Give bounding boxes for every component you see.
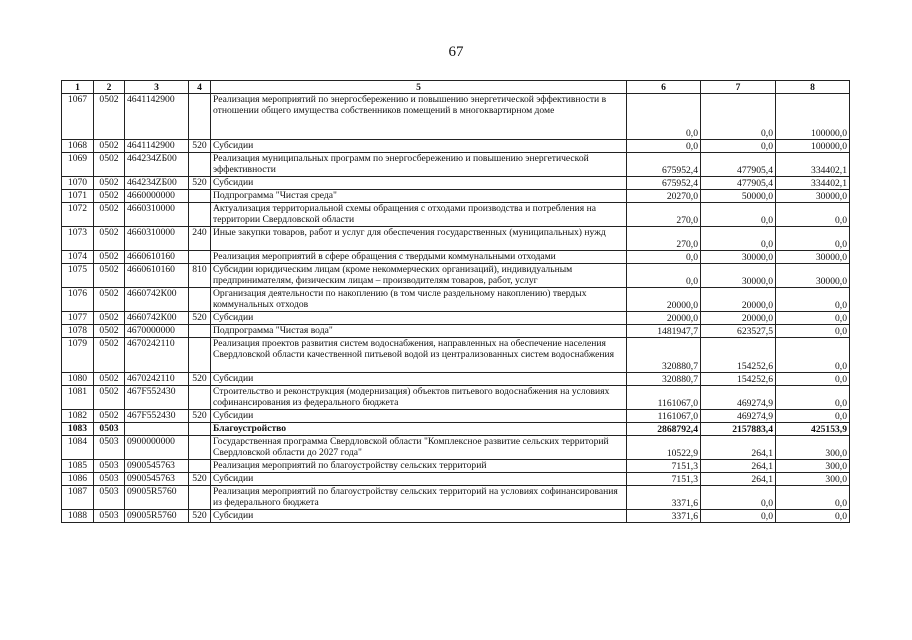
target-code-cell: 4660610160 bbox=[125, 264, 189, 288]
item-name-cell: Подпрограмма "Чистая вода" bbox=[211, 325, 627, 338]
item-name-cell: Субсидии юридическим лицам (кроме некоммерческих организаций), индивидуальным предпринимателям, физическим лицам – производителям товаров, работ, услуг bbox=[211, 264, 627, 288]
amount-col7-cell: 623527,5 bbox=[701, 325, 776, 338]
item-name-cell: Реализация муниципальных программ по энергосбережению и повышению энергетической эффективности bbox=[211, 153, 627, 177]
row-number-cell: 1067 bbox=[62, 94, 94, 140]
amount-col8-cell: 0,0 bbox=[776, 510, 850, 523]
target-code-cell: 464234ZБ00 bbox=[125, 177, 189, 190]
item-name-cell: Субсидии bbox=[211, 140, 627, 153]
target-code-cell: 0900545763 bbox=[125, 473, 189, 486]
amount-col7-cell: 0,0 bbox=[701, 203, 776, 227]
target-code-cell: 4660610160 bbox=[125, 251, 189, 264]
item-name-cell: Актуализация территориальной схемы обращения с отходами производства и потребления на территории Свердловской области bbox=[211, 203, 627, 227]
item-name-cell: Субсидии bbox=[211, 373, 627, 386]
target-code-cell: 4641142900 bbox=[125, 94, 189, 140]
amount-col8-cell: 0,0 bbox=[776, 288, 850, 312]
row-number-cell: 1083 bbox=[62, 423, 94, 436]
item-name-cell: Субсидии bbox=[211, 510, 627, 523]
section-code-cell: 0502 bbox=[94, 203, 125, 227]
section-code-cell: 0502 bbox=[94, 373, 125, 386]
amount-col7-cell: 30000,0 bbox=[701, 264, 776, 288]
amount-col8-cell: 0,0 bbox=[776, 312, 850, 325]
target-code-cell: 4670000000 bbox=[125, 325, 189, 338]
row-number-cell: 1086 bbox=[62, 473, 94, 486]
expense-type-cell bbox=[189, 338, 211, 373]
amount-col6-cell: 270,0 bbox=[627, 203, 701, 227]
table-row bbox=[62, 177, 850, 190]
section-code-cell: 0502 bbox=[94, 264, 125, 288]
amount-col7-cell: 2157883,4 bbox=[701, 423, 776, 436]
table-row bbox=[62, 264, 850, 288]
amount-col7-cell: 154252,6 bbox=[701, 373, 776, 386]
amount-col7-cell: 0,0 bbox=[701, 140, 776, 153]
target-code-cell: 0900545763 bbox=[125, 460, 189, 473]
row-number-cell: 1076 bbox=[62, 288, 94, 312]
expense-type-cell bbox=[189, 203, 211, 227]
amount-col8-cell: 0,0 bbox=[776, 386, 850, 410]
section-code-cell: 0502 bbox=[94, 140, 125, 153]
expense-type-cell: 520 bbox=[189, 473, 211, 486]
section-code-cell: 0502 bbox=[94, 312, 125, 325]
section-code-cell: 0502 bbox=[94, 153, 125, 177]
header-cell-7: 7 bbox=[701, 81, 776, 94]
table-row bbox=[62, 460, 850, 473]
item-name-cell: Иные закупки товаров, работ и услуг для обеспечения государственных (муниципальных) нужд bbox=[211, 227, 627, 251]
amount-col6-cell: 1161067,0 bbox=[627, 410, 701, 423]
row-number-cell: 1080 bbox=[62, 373, 94, 386]
amount-col8-cell: 300,0 bbox=[776, 436, 850, 460]
section-code-cell: 0502 bbox=[94, 190, 125, 203]
amount-col8-cell: 100000,0 bbox=[776, 140, 850, 153]
row-number-cell: 1077 bbox=[62, 312, 94, 325]
section-code-cell: 0503 bbox=[94, 436, 125, 460]
target-code-cell: 4641142900 bbox=[125, 140, 189, 153]
amount-col6-cell: 10522,9 bbox=[627, 436, 701, 460]
expense-type-cell: 520 bbox=[189, 312, 211, 325]
amount-col8-cell: 0,0 bbox=[776, 373, 850, 386]
item-name-cell: Субсидии bbox=[211, 312, 627, 325]
row-number-cell: 1081 bbox=[62, 386, 94, 410]
section-code-cell: 0502 bbox=[94, 94, 125, 140]
table-row bbox=[62, 486, 850, 510]
amount-col6-cell: 1481947,7 bbox=[627, 325, 701, 338]
table-row bbox=[62, 436, 850, 460]
amount-col8-cell: 30000,0 bbox=[776, 190, 850, 203]
expense-type-cell bbox=[189, 436, 211, 460]
amount-col6-cell: 0,0 bbox=[627, 94, 701, 140]
row-number-cell: 1078 bbox=[62, 325, 94, 338]
row-number-cell: 1079 bbox=[62, 338, 94, 373]
table-row bbox=[62, 325, 850, 338]
target-code-cell: 4670242110 bbox=[125, 338, 189, 373]
row-number-cell: 1084 bbox=[62, 436, 94, 460]
expense-type-cell: 520 bbox=[189, 410, 211, 423]
amount-col6-cell: 675952,4 bbox=[627, 177, 701, 190]
amount-col7-cell: 264,1 bbox=[701, 436, 776, 460]
amount-col8-cell: 0,0 bbox=[776, 410, 850, 423]
section-code-cell: 0502 bbox=[94, 177, 125, 190]
target-code-cell: 467F552430 bbox=[125, 410, 189, 423]
item-name-cell: Благоустройство bbox=[211, 423, 627, 436]
amount-col6-cell: 675952,4 bbox=[627, 153, 701, 177]
section-code-cell: 0502 bbox=[94, 386, 125, 410]
header-cell-2: 2 bbox=[94, 81, 125, 94]
table-row bbox=[62, 410, 850, 423]
expense-type-cell: 520 bbox=[189, 140, 211, 153]
table-row bbox=[62, 203, 850, 227]
row-number-cell: 1072 bbox=[62, 203, 94, 227]
section-code-cell: 0503 bbox=[94, 473, 125, 486]
table-row bbox=[62, 227, 850, 251]
amount-col6-cell: 0,0 bbox=[627, 251, 701, 264]
amount-col7-cell: 0,0 bbox=[701, 94, 776, 140]
row-number-cell: 1071 bbox=[62, 190, 94, 203]
table-row bbox=[62, 251, 850, 264]
target-code-cell: 4670242110 bbox=[125, 373, 189, 386]
section-code-cell: 0502 bbox=[94, 288, 125, 312]
item-name-cell: Реализация мероприятий по энергосбережению и повышению энергетической эффективности в отношении общего имущества собственников помещений в многоквартирном доме bbox=[211, 94, 627, 140]
target-code-cell: 4660310000 bbox=[125, 227, 189, 251]
row-number-cell: 1074 bbox=[62, 251, 94, 264]
target-code-cell: 09005R5760 bbox=[125, 486, 189, 510]
section-code-cell: 0502 bbox=[94, 338, 125, 373]
header-cell-5: 5 bbox=[211, 81, 627, 94]
row-number-cell: 1069 bbox=[62, 153, 94, 177]
amount-col7-cell: 50000,0 bbox=[701, 190, 776, 203]
item-name-cell: Субсидии bbox=[211, 473, 627, 486]
table-row bbox=[62, 510, 850, 523]
item-name-cell: Государственная программа Свердловской области "Комплексное развитие сельских территорий Свердловской области до 2027 года" bbox=[211, 436, 627, 460]
expense-type-cell bbox=[189, 486, 211, 510]
table-row bbox=[62, 473, 850, 486]
table-row bbox=[62, 338, 850, 373]
table-row bbox=[62, 373, 850, 386]
amount-col8-cell: 300,0 bbox=[776, 473, 850, 486]
amount-col8-cell: 0,0 bbox=[776, 325, 850, 338]
section-code-cell: 0502 bbox=[94, 227, 125, 251]
amount-col8-cell: 0,0 bbox=[776, 338, 850, 373]
amount-col6-cell: 2868792,4 bbox=[627, 423, 701, 436]
section-code-cell: 0502 bbox=[94, 325, 125, 338]
amount-col7-cell: 0,0 bbox=[701, 227, 776, 251]
amount-col7-cell: 20000,0 bbox=[701, 312, 776, 325]
item-name-cell: Субсидии bbox=[211, 177, 627, 190]
amount-col6-cell: 7151,3 bbox=[627, 460, 701, 473]
amount-col8-cell: 300,0 bbox=[776, 460, 850, 473]
expense-type-cell bbox=[189, 153, 211, 177]
target-code-cell: 4660000000 bbox=[125, 190, 189, 203]
amount-col8-cell: 0,0 bbox=[776, 227, 850, 251]
amount-col7-cell: 20000,0 bbox=[701, 288, 776, 312]
target-code-cell: 4660742К00 bbox=[125, 312, 189, 325]
amount-col6-cell: 0,0 bbox=[627, 140, 701, 153]
item-name-cell: Реализация мероприятий в сфере обращения с твердыми коммунальными отходами bbox=[211, 251, 627, 264]
item-name-cell: Организация деятельности по накоплению (в том числе раздельному накоплению) твердых коммунальных отходов bbox=[211, 288, 627, 312]
section-code-cell: 0503 bbox=[94, 486, 125, 510]
section-code-cell: 0503 bbox=[94, 510, 125, 523]
table-row bbox=[62, 386, 850, 410]
row-number-cell: 1082 bbox=[62, 410, 94, 423]
item-name-cell: Подпрограмма "Чистая среда" bbox=[211, 190, 627, 203]
expense-type-cell bbox=[189, 251, 211, 264]
amount-col6-cell: 1161067,0 bbox=[627, 386, 701, 410]
amount-col6-cell: 320880,7 bbox=[627, 373, 701, 386]
row-number-cell: 1088 bbox=[62, 510, 94, 523]
amount-col6-cell: 20000,0 bbox=[627, 288, 701, 312]
item-name-cell: Реализация проектов развития систем водоснабжения, направленных на обеспечение населения Свердловской области качественной питьевой водой из централизованных систем водоснабжения bbox=[211, 338, 627, 373]
expense-type-cell bbox=[189, 325, 211, 338]
amount-col7-cell: 469274,9 bbox=[701, 386, 776, 410]
table-row bbox=[62, 94, 850, 140]
expense-type-cell: 520 bbox=[189, 177, 211, 190]
amount-col7-cell: 30000,0 bbox=[701, 251, 776, 264]
amount-col7-cell: 264,1 bbox=[701, 460, 776, 473]
section-code-cell: 0503 bbox=[94, 460, 125, 473]
amount-col8-cell: 30000,0 bbox=[776, 264, 850, 288]
row-number-cell: 1073 bbox=[62, 227, 94, 251]
target-code-cell: 467F552430 bbox=[125, 386, 189, 410]
amount-col8-cell: 100000,0 bbox=[776, 94, 850, 140]
header-cell-1: 1 bbox=[62, 81, 94, 94]
table-row bbox=[62, 423, 850, 436]
amount-col7-cell: 264,1 bbox=[701, 473, 776, 486]
target-code-cell: 09005R5760 bbox=[125, 510, 189, 523]
amount-col7-cell: 477905,4 bbox=[701, 177, 776, 190]
amount-col6-cell: 3371,6 bbox=[627, 510, 701, 523]
amount-col8-cell: 334402,1 bbox=[776, 153, 850, 177]
amount-col6-cell: 20000,0 bbox=[627, 312, 701, 325]
section-code-cell: 0502 bbox=[94, 251, 125, 264]
row-number-cell: 1087 bbox=[62, 486, 94, 510]
amount-col6-cell: 20270,0 bbox=[627, 190, 701, 203]
target-code-cell: 4660310000 bbox=[125, 203, 189, 227]
row-number-cell: 1070 bbox=[62, 177, 94, 190]
expense-type-cell bbox=[189, 460, 211, 473]
row-number-cell: 1075 bbox=[62, 264, 94, 288]
item-name-cell: Реализация мероприятий по благоустройству сельских территорий bbox=[211, 460, 627, 473]
target-code-cell bbox=[125, 423, 189, 436]
table-row bbox=[62, 312, 850, 325]
expense-type-cell bbox=[189, 386, 211, 410]
item-name-cell: Субсидии bbox=[211, 410, 627, 423]
budget-table bbox=[61, 80, 850, 523]
amount-col7-cell: 469274,9 bbox=[701, 410, 776, 423]
amount-col8-cell: 0,0 bbox=[776, 486, 850, 510]
expense-type-cell: 810 bbox=[189, 264, 211, 288]
amount-col6-cell: 3371,6 bbox=[627, 486, 701, 510]
amount-col7-cell: 154252,6 bbox=[701, 338, 776, 373]
table-row bbox=[62, 288, 850, 312]
expense-type-cell bbox=[189, 94, 211, 140]
table-body bbox=[62, 81, 850, 523]
target-code-cell: 0900000000 bbox=[125, 436, 189, 460]
table-row bbox=[62, 190, 850, 203]
amount-col8-cell: 425153,9 bbox=[776, 423, 850, 436]
expense-type-cell: 240 bbox=[189, 227, 211, 251]
amount-col6-cell: 270,0 bbox=[627, 227, 701, 251]
header-cell-4: 4 bbox=[189, 81, 211, 94]
item-name-cell: Строительство и реконструкция (модернизация) объектов питьевого водоснабжения на условиях софинансирования из федерального бюджета bbox=[211, 386, 627, 410]
target-code-cell: 464234ZБ00 bbox=[125, 153, 189, 177]
header-cell-3: 3 bbox=[125, 81, 189, 94]
amount-col7-cell: 0,0 bbox=[701, 486, 776, 510]
amount-col8-cell: 334402,1 bbox=[776, 177, 850, 190]
row-number-cell: 1085 bbox=[62, 460, 94, 473]
amount-col7-cell: 0,0 bbox=[701, 510, 776, 523]
expense-type-cell bbox=[189, 190, 211, 203]
amount-col6-cell: 0,0 bbox=[627, 264, 701, 288]
amount-col8-cell: 30000,0 bbox=[776, 251, 850, 264]
amount-col7-cell: 477905,4 bbox=[701, 153, 776, 177]
expense-type-cell bbox=[189, 288, 211, 312]
item-name-cell: Реализация мероприятий по благоустройству сельских территорий на условиях софинансирования из федерального бюджета bbox=[211, 486, 627, 510]
amount-col8-cell: 0,0 bbox=[776, 203, 850, 227]
expense-type-cell bbox=[189, 423, 211, 436]
amount-col6-cell: 320880,7 bbox=[627, 338, 701, 373]
row-number-cell: 1068 bbox=[62, 140, 94, 153]
header-cell-8: 8 bbox=[776, 81, 850, 94]
section-code-cell: 0503 bbox=[94, 423, 125, 436]
expense-type-cell: 520 bbox=[189, 373, 211, 386]
header-cell-6: 6 bbox=[627, 81, 701, 94]
target-code-cell: 4660742К00 bbox=[125, 288, 189, 312]
header-row bbox=[62, 81, 850, 94]
table-row bbox=[62, 140, 850, 153]
section-code-cell: 0502 bbox=[94, 410, 125, 423]
expense-type-cell: 520 bbox=[189, 510, 211, 523]
amount-col6-cell: 7151,3 bbox=[627, 473, 701, 486]
table-row bbox=[62, 153, 850, 177]
page-number: 67 bbox=[448, 44, 464, 60]
